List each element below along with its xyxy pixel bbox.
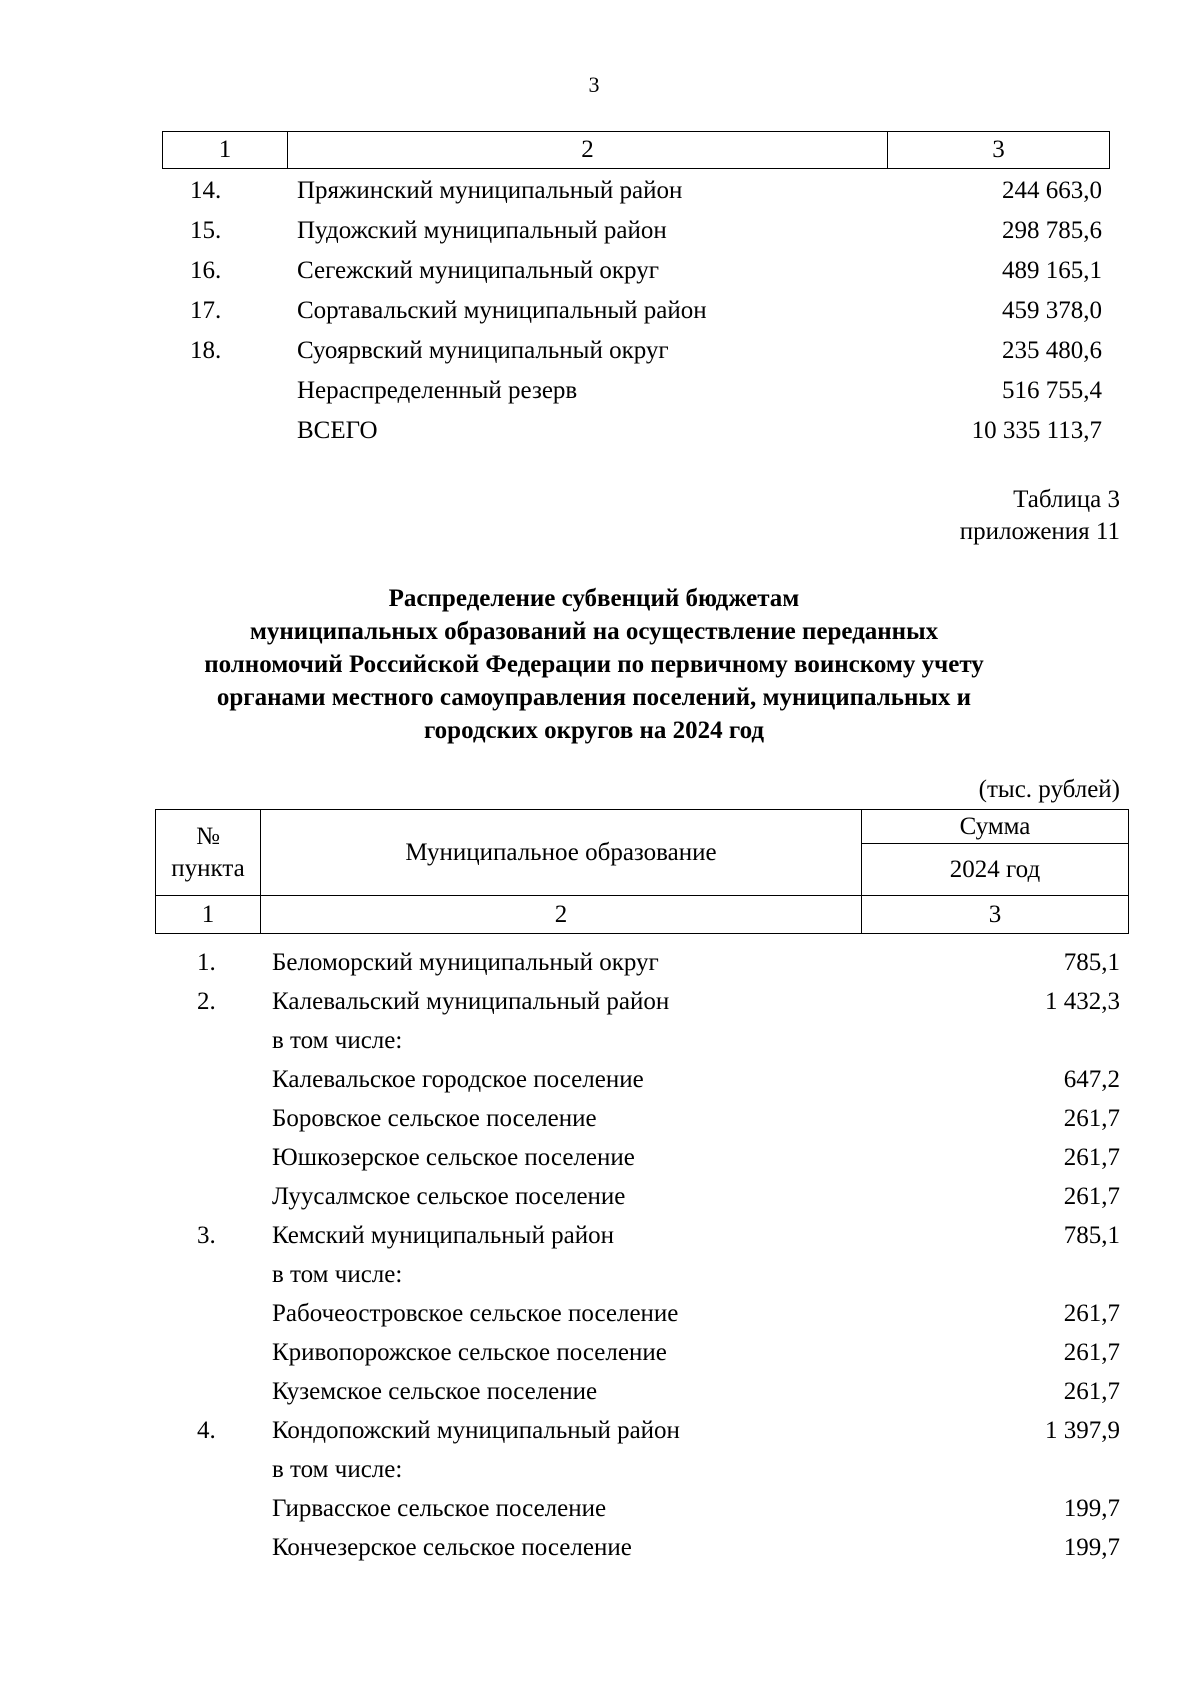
row-value: 261,7	[1063, 1339, 1120, 1366]
table2-row	[0, 1413, 1200, 1449]
table1-row-total	[0, 413, 1200, 449]
table1-header-col3: 3	[888, 132, 1110, 169]
table2-header-name: Муниципальное образование	[261, 810, 862, 896]
row-name: Кривопорожское сельское поселение	[272, 1339, 667, 1366]
table1-header	[162, 131, 1110, 169]
table2-row	[0, 1452, 1200, 1488]
row-value: 261,7	[1063, 1105, 1120, 1132]
page-number: 3	[588, 72, 600, 97]
table2-header	[155, 809, 1129, 934]
row-value: 516 755,4	[1002, 377, 1102, 404]
table2-header-num	[156, 810, 261, 896]
row-value: 235 480,6	[1002, 337, 1102, 364]
row-name: Луусалмское сельское поселение	[272, 1183, 626, 1210]
row-number: 14.	[190, 177, 222, 204]
row-value: 298 785,6	[1002, 217, 1102, 244]
table2-row	[0, 1530, 1200, 1566]
table1-row	[0, 253, 1200, 289]
row-name: ВСЕГО	[297, 417, 378, 444]
row-name: Сегежский муниципальный округ	[297, 257, 659, 284]
row-name: Рабочеостровское сельское поселение	[272, 1300, 679, 1327]
row-name: Сортавальский муниципальный район	[297, 297, 707, 324]
row-name: в том числе:	[272, 1027, 403, 1054]
row-name: Кончезерское сельское поселение	[272, 1534, 632, 1561]
table1-header-col1: 1	[163, 132, 288, 169]
table2-row	[0, 1257, 1200, 1293]
row-value: 785,1	[1063, 949, 1120, 976]
table1-header-col2: 2	[288, 132, 888, 169]
row-value: 1 397,9	[1045, 1417, 1120, 1444]
row-name: Калевальское городское поселение	[272, 1066, 644, 1093]
row-value: 261,7	[1063, 1300, 1120, 1327]
row-name: Куземское сельское поселение	[272, 1378, 598, 1405]
table1-row	[0, 173, 1200, 209]
row-name: Пудожский муниципальный район	[297, 217, 667, 244]
col-num-line1: №	[196, 822, 220, 850]
table2-row	[0, 1335, 1200, 1371]
col-num-line2: пункта	[171, 854, 245, 882]
title-line: полномочий Российской Федерации по первичному воинскому учету	[204, 651, 984, 678]
table2-row	[0, 1218, 1200, 1254]
row-value: 199,7	[1063, 1534, 1120, 1561]
row-name: Суоярвский муниципальный округ	[297, 337, 669, 364]
row-value: 10 335 113,7	[971, 417, 1102, 444]
title-line: Распределение субвенций бюджетам	[388, 585, 800, 612]
table2-row	[0, 1101, 1200, 1137]
units-label: (тыс. рублей)	[978, 776, 1120, 803]
row-value: 261,7	[1063, 1378, 1120, 1405]
row-number: 18.	[190, 337, 222, 364]
row-name: Беломорский муниципальный округ	[272, 949, 659, 976]
row-number: 15.	[190, 217, 222, 244]
row-name: в том числе:	[272, 1261, 403, 1288]
table2-row	[0, 1374, 1200, 1410]
row-name: Гирвасское сельское поселение	[272, 1495, 607, 1522]
row-value: 261,7	[1063, 1144, 1120, 1171]
row-number: 3.	[197, 1222, 216, 1249]
table1-row	[0, 333, 1200, 369]
row-value: 244 663,0	[1002, 177, 1102, 204]
table2-row	[0, 1491, 1200, 1527]
table2-index-col1: 1	[156, 896, 261, 934]
table2-row	[0, 1140, 1200, 1176]
table2-header-sum: Сумма	[862, 810, 1129, 844]
row-value: 489 165,1	[1002, 257, 1102, 284]
row-number: 1.	[197, 949, 216, 976]
row-name: Боровское сельское поселение	[272, 1105, 597, 1132]
table2-row	[0, 945, 1200, 981]
row-name: Калевальский муниципальный район	[272, 988, 670, 1015]
row-value: 459 378,0	[1002, 297, 1102, 324]
table1-row-reserve	[0, 373, 1200, 409]
table1-row	[0, 213, 1200, 249]
row-number: 17.	[190, 297, 222, 324]
row-value: 785,1	[1063, 1222, 1120, 1249]
row-number: 16.	[190, 257, 222, 284]
row-name: Кемский муниципальный район	[272, 1222, 614, 1249]
row-number: 2.	[197, 988, 216, 1015]
table2-index-col2: 2	[261, 896, 862, 934]
table2-row	[0, 1179, 1200, 1215]
table-caption-line1: Таблица 3	[1013, 486, 1120, 513]
table2-header-year: 2024 год	[862, 844, 1129, 896]
row-value: 1 432,3	[1045, 988, 1120, 1015]
row-number: 4.	[197, 1417, 216, 1444]
row-name: Пряжинский муниципальный район	[297, 177, 683, 204]
table1-row	[0, 293, 1200, 329]
row-name: Нераспределенный резерв	[297, 377, 578, 404]
row-value: 261,7	[1063, 1183, 1120, 1210]
title-line: органами местного самоуправления поселений, муниципальных и	[216, 684, 972, 711]
section-title	[0, 582, 1188, 747]
table2-row	[0, 1296, 1200, 1332]
row-name: Кондопожский муниципальный район	[272, 1417, 680, 1444]
table-caption-line2: приложения 11	[959, 518, 1120, 545]
title-line: муниципальных образований на осуществление переданных	[249, 618, 939, 645]
row-name: в том числе:	[272, 1456, 403, 1483]
table-caption	[960, 484, 1120, 548]
row-value: 647,2	[1063, 1066, 1120, 1093]
table2-index-col3: 3	[862, 896, 1129, 934]
title-line: городских округов на 2024 год	[423, 717, 765, 744]
row-name: Юшкозерское сельское поселение	[272, 1144, 635, 1171]
table2-row	[0, 1062, 1200, 1098]
table2-row	[0, 1023, 1200, 1059]
table2-row	[0, 984, 1200, 1020]
row-value: 199,7	[1063, 1495, 1120, 1522]
